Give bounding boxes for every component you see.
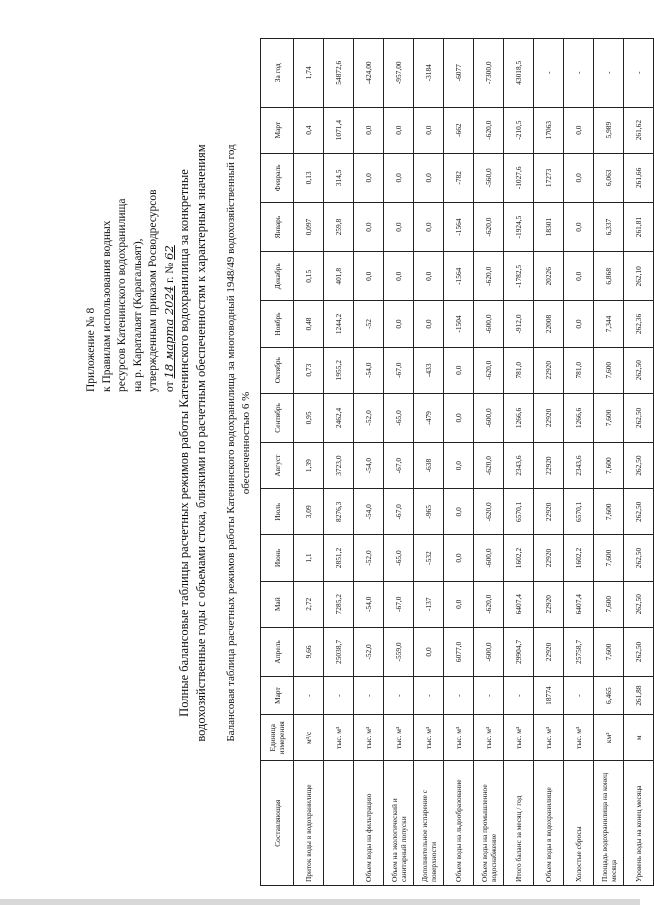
table-cell: 22008 xyxy=(534,301,564,347)
table-cell: - xyxy=(444,677,474,715)
table-cell: 6,465 xyxy=(594,677,624,715)
table-cell: 0,0 xyxy=(384,301,414,347)
table-cell: 54872,6 xyxy=(324,39,354,108)
table-caption xyxy=(224,78,254,808)
table-cell: 7,600 xyxy=(594,489,624,535)
table-cell: -65,0 xyxy=(384,535,414,581)
annex-line-5: утвержденным приказом Росводресурсов xyxy=(147,189,159,392)
annex-from: от xyxy=(163,381,176,392)
header-month: Май xyxy=(261,581,294,627)
page-bottom-edge xyxy=(0,899,640,905)
table-cell: 1071,4 xyxy=(324,107,354,153)
table-cell: 6077,0 xyxy=(444,627,474,676)
table-cell: - xyxy=(594,39,624,108)
row-unit: км² xyxy=(594,715,624,761)
row-component-name: Уровень воды на конец месяца xyxy=(624,761,654,886)
row-component-name: Итого баланс за месяц / год xyxy=(504,761,534,886)
table-cell: 262,36 xyxy=(624,301,654,347)
header-month: Февраль xyxy=(261,153,294,202)
table-row xyxy=(474,39,504,886)
table-cell: 0,0 xyxy=(444,443,474,489)
table-cell: 262,50 xyxy=(624,443,654,489)
table-row xyxy=(564,39,594,886)
table-cell: -912,0 xyxy=(504,301,534,347)
table-cell: 0,0 xyxy=(414,252,444,301)
table-cell: -424,00 xyxy=(354,39,384,108)
row-component-name: Объем воды на фильтрацию xyxy=(354,761,384,886)
row-component-name: Приток воды в водохранилище xyxy=(294,761,324,886)
row-component-name: Площадь водохранилища на конец месяца xyxy=(594,761,624,886)
header-year-total: За год xyxy=(261,39,294,108)
row-component-name: Холостые сбросы xyxy=(564,761,594,886)
title-line-1: Полные балансовые таблицы расчетных режимов работы Катенинского водохранилища за конкретные xyxy=(177,169,191,717)
table-cell: -67,0 xyxy=(384,347,414,393)
annex-block xyxy=(84,62,178,392)
table-cell: 7,344 xyxy=(594,301,624,347)
table-cell: 0,0 xyxy=(384,202,414,251)
table-cell: -3184 xyxy=(414,39,444,108)
table-cell: - xyxy=(414,677,444,715)
table-cell: 262,50 xyxy=(624,347,654,393)
table-cell: 25758,7 xyxy=(564,627,594,676)
table-cell: 0,0 xyxy=(564,153,594,202)
row-unit: м³/с xyxy=(294,715,324,761)
table-cell: - xyxy=(354,677,384,715)
table-cell: 7,600 xyxy=(594,443,624,489)
table-cell: 0,0 xyxy=(414,301,444,347)
rotated-document xyxy=(28,28,643,898)
table-cell: 0,0 xyxy=(354,202,384,251)
table-cell: 0,48 xyxy=(294,301,324,347)
table-cell: 0,73 xyxy=(294,347,324,393)
table-cell: 18774 xyxy=(534,677,564,715)
header-month: Апрель xyxy=(261,627,294,676)
table-cell: 43018,5 xyxy=(504,39,534,108)
table-cell: -662 xyxy=(444,107,474,153)
annex-line-2: к Правилам использования водных xyxy=(100,220,113,392)
table-cell: 6570,1 xyxy=(564,489,594,535)
table-cell: 262,50 xyxy=(624,393,654,442)
header-month: Июнь xyxy=(261,535,294,581)
table-cell: 7,600 xyxy=(594,535,624,581)
table-cell: -137 xyxy=(414,581,444,627)
table-cell: 0,0 xyxy=(564,107,594,153)
header-month: Октябрь xyxy=(261,347,294,393)
table-cell: 1,1 xyxy=(294,535,324,581)
table-cell: 781,0 xyxy=(504,347,534,393)
table-cell: - xyxy=(474,677,504,715)
table-cell: -1782,5 xyxy=(504,252,534,301)
table-cell: 22920 xyxy=(534,627,564,676)
document-title xyxy=(176,78,210,808)
annex-line-4: на р. Караталаят (Карагальаят), xyxy=(131,238,144,392)
row-unit: тыс. м³ xyxy=(324,715,354,761)
annex-line-3: ресурсов Катенинского водохранилища xyxy=(116,198,128,392)
table-cell: 7,600 xyxy=(594,393,624,442)
table-cell: - xyxy=(534,39,564,108)
table-cell: 262,50 xyxy=(624,489,654,535)
table-cell: 0,0 xyxy=(444,393,474,442)
header-month: Июль xyxy=(261,489,294,535)
table-cell: 0,0 xyxy=(384,252,414,301)
table-cell: 0,13 xyxy=(294,153,324,202)
table-row xyxy=(444,39,474,886)
caption-line-1: Балансовая таблица расчетных режимов работы Катенинского водохранилища за многоводный 1948/49 водохозяйственный год xyxy=(225,144,237,742)
table-row xyxy=(594,39,624,886)
table-cell: 2343,6 xyxy=(504,443,534,489)
row-unit: тыс. м³ xyxy=(414,715,444,761)
table-cell: -620,0 xyxy=(474,489,504,535)
table-row xyxy=(324,39,354,886)
table-cell: 17273 xyxy=(534,153,564,202)
table-cell: 22920 xyxy=(534,535,564,581)
table-cell: 262,50 xyxy=(624,535,654,581)
table-cell: 0,0 xyxy=(414,153,444,202)
table-cell: 17063 xyxy=(534,107,564,153)
table-cell: -600,0 xyxy=(474,627,504,676)
table-cell: 1,39 xyxy=(294,443,324,489)
annex-number: Приложение № 8 xyxy=(85,307,97,392)
table-row xyxy=(384,39,414,886)
table-cell: 22920 xyxy=(534,581,564,627)
table-cell: 261,62 xyxy=(624,107,654,153)
table-cell: -1924,5 xyxy=(504,202,534,251)
row-component-name: Объем воды на льдообразование xyxy=(444,761,474,886)
table-cell: -600,0 xyxy=(474,535,504,581)
table-cell: -600,0 xyxy=(474,393,504,442)
table-cell: - xyxy=(384,677,414,715)
table-cell: 0,0 xyxy=(384,153,414,202)
row-unit: м xyxy=(624,715,654,761)
table-header-row xyxy=(261,39,294,886)
table-cell: - xyxy=(294,677,324,715)
table-cell: 0,0 xyxy=(384,107,414,153)
table-row xyxy=(534,39,564,886)
row-unit: тыс. м³ xyxy=(474,715,504,761)
header-unit: Единица измерения xyxy=(261,715,294,761)
header-month: Ноябрь xyxy=(261,301,294,347)
table-cell: 6,868 xyxy=(594,252,624,301)
row-component-name: Объем на экологический и санитарный попуски xyxy=(384,761,414,886)
table-cell: 8276,3 xyxy=(324,489,354,535)
table-cell: -54,0 xyxy=(354,489,384,535)
table-cell: -957,00 xyxy=(384,39,414,108)
table-cell: 1266,6 xyxy=(504,393,534,442)
table-cell: -54,0 xyxy=(354,581,384,627)
table-cell: -620,0 xyxy=(474,347,504,393)
table-cell: -54,0 xyxy=(354,443,384,489)
table-cell: -1564 xyxy=(444,252,474,301)
table-cell: -433 xyxy=(414,347,444,393)
table-cell: 1244,2 xyxy=(324,301,354,347)
table-cell: 5,989 xyxy=(594,107,624,153)
row-unit: тыс. м³ xyxy=(444,715,474,761)
table-cell: -52,0 xyxy=(354,535,384,581)
row-component-name: Объем воды на промышленное водоснабжение xyxy=(474,761,504,886)
table-cell: 0,0 xyxy=(414,627,444,676)
table-cell: 0,0 xyxy=(444,535,474,581)
table-body xyxy=(294,39,654,886)
table-cell: 1602,2 xyxy=(504,535,534,581)
table-cell: 25038,7 xyxy=(324,627,354,676)
table-row xyxy=(354,39,384,886)
table-cell: -54,0 xyxy=(354,347,384,393)
table-cell: 314,5 xyxy=(324,153,354,202)
table-cell: -620,0 xyxy=(474,443,504,489)
table-cell: 401,8 xyxy=(324,252,354,301)
table-cell: 262,10 xyxy=(624,252,654,301)
header-month: Март xyxy=(261,107,294,153)
table-cell: 6,337 xyxy=(594,202,624,251)
table-row xyxy=(414,39,444,886)
row-unit: тыс. м³ xyxy=(564,715,594,761)
table-cell: 20226 xyxy=(534,252,564,301)
table-cell: 6407,4 xyxy=(564,581,594,627)
table-cell: 0,0 xyxy=(444,347,474,393)
table-cell: 261,66 xyxy=(624,153,654,202)
table-cell: 2462,4 xyxy=(324,393,354,442)
table-cell: 1955,2 xyxy=(324,347,354,393)
table-cell: - xyxy=(624,39,654,108)
row-component-name: Дополнительное испарение с поверхности xyxy=(414,761,444,886)
table-cell: 0,0 xyxy=(414,202,444,251)
table-cell: 262,50 xyxy=(624,581,654,627)
table-cell: -559,0 xyxy=(384,627,414,676)
table-cell: 0,0 xyxy=(354,252,384,301)
table-cell: 259,8 xyxy=(324,202,354,251)
table-cell: -620,0 xyxy=(474,202,504,251)
table-cell: 18301 xyxy=(534,202,564,251)
table-row xyxy=(504,39,534,886)
table-cell: -560,0 xyxy=(474,153,504,202)
table-cell: 1,74 xyxy=(294,39,324,108)
row-component-name xyxy=(324,761,354,886)
table-cell: -67,0 xyxy=(384,581,414,627)
row-component-name: Объем воды в водохранилище xyxy=(534,761,564,886)
table-cell: 781,0 xyxy=(564,347,594,393)
table-cell: 3723,0 xyxy=(324,443,354,489)
row-unit: тыс. м³ xyxy=(534,715,564,761)
table-cell: -67,0 xyxy=(384,443,414,489)
table-cell: 0,15 xyxy=(294,252,324,301)
table-cell: 262,50 xyxy=(624,627,654,676)
table-cell: - xyxy=(564,677,594,715)
table-cell: -52,0 xyxy=(354,393,384,442)
table-cell: -52,0 xyxy=(354,627,384,676)
table-cell: 0,0 xyxy=(444,489,474,535)
table-cell: -782 xyxy=(444,153,474,202)
header-component: Составляющая xyxy=(261,761,294,886)
table-cell: 6407,4 xyxy=(504,581,534,627)
row-unit: тыс. м³ xyxy=(504,715,534,761)
table-cell: 0,0 xyxy=(564,252,594,301)
table-cell: 0,0 xyxy=(564,301,594,347)
table-cell: -1504 xyxy=(444,301,474,347)
table-cell: 0,0 xyxy=(414,107,444,153)
table-cell: 2,72 xyxy=(294,581,324,627)
table-cell: 6,063 xyxy=(594,153,624,202)
table-cell: -620,0 xyxy=(474,107,504,153)
table-cell: 1602,2 xyxy=(564,535,594,581)
table-cell: 0,95 xyxy=(294,393,324,442)
table-row xyxy=(624,39,654,886)
annex-number-label: г. № xyxy=(163,262,176,283)
annex-order-number: 62 xyxy=(161,245,176,260)
table-cell: -65,0 xyxy=(384,393,414,442)
table-cell: -210,5 xyxy=(504,107,534,153)
table-cell: 0,097 xyxy=(294,202,324,251)
table-cell: 22920 xyxy=(534,443,564,489)
table-cell: -7300,0 xyxy=(474,39,504,108)
table-cell: -532 xyxy=(414,535,444,581)
table-cell: - xyxy=(324,677,354,715)
header-month: Декабрь xyxy=(261,252,294,301)
table-cell: -67,0 xyxy=(384,489,414,535)
table-cell: 261,81 xyxy=(624,202,654,251)
table-cell: - xyxy=(564,39,594,108)
table-cell: 0,0 xyxy=(444,581,474,627)
balance-table xyxy=(260,38,654,886)
table-cell: 2851,2 xyxy=(324,535,354,581)
caption-line-2: обеспеченностью 6 % xyxy=(240,391,252,495)
row-unit: тыс. м³ xyxy=(384,715,414,761)
table-cell: 7285,2 xyxy=(324,581,354,627)
table-cell: 2343,6 xyxy=(564,443,594,489)
table-cell: -600,0 xyxy=(474,301,504,347)
table-cell: -52 xyxy=(354,301,384,347)
title-line-2: водохозяйственные годы с объемами стока, близкими по расчетным обеспеченностям к характерным значениям xyxy=(194,144,208,742)
table-cell: 7,600 xyxy=(594,347,624,393)
table-row xyxy=(294,39,324,886)
table-cell: 7,600 xyxy=(594,581,624,627)
table-cell: 6570,1 xyxy=(504,489,534,535)
table-cell: 0,4 xyxy=(294,107,324,153)
table-cell: 0,0 xyxy=(354,107,384,153)
table-cell: 9,66 xyxy=(294,627,324,676)
table-cell: 22920 xyxy=(534,393,564,442)
table-cell: 1266,6 xyxy=(564,393,594,442)
table-cell: -6077 xyxy=(444,39,474,108)
table-cell: -1027,6 xyxy=(504,153,534,202)
table-cell: -620,0 xyxy=(474,252,504,301)
table-cell: - xyxy=(504,677,534,715)
table-cell: 22920 xyxy=(534,489,564,535)
table-cell: -479 xyxy=(414,393,444,442)
table-cell: 0,0 xyxy=(564,202,594,251)
table-cell: 29904,7 xyxy=(504,627,534,676)
table-cell: -638 xyxy=(414,443,444,489)
table-cell: -965 xyxy=(414,489,444,535)
row-unit: тыс. м³ xyxy=(354,715,384,761)
table-cell: -620,0 xyxy=(474,581,504,627)
header-month: Сентябрь xyxy=(261,393,294,442)
table-cell: 261,88 xyxy=(624,677,654,715)
table-cell: 22920 xyxy=(534,347,564,393)
table-cell: 7,600 xyxy=(594,627,624,676)
annex-date: 18 марта 2024 xyxy=(161,285,176,379)
table-cell: -1564 xyxy=(444,202,474,251)
table-cell: 3,09 xyxy=(294,489,324,535)
header-month: Январь xyxy=(261,202,294,251)
table-cell: 0,0 xyxy=(354,153,384,202)
header-month: Август xyxy=(261,443,294,489)
header-month: Март xyxy=(261,677,294,715)
